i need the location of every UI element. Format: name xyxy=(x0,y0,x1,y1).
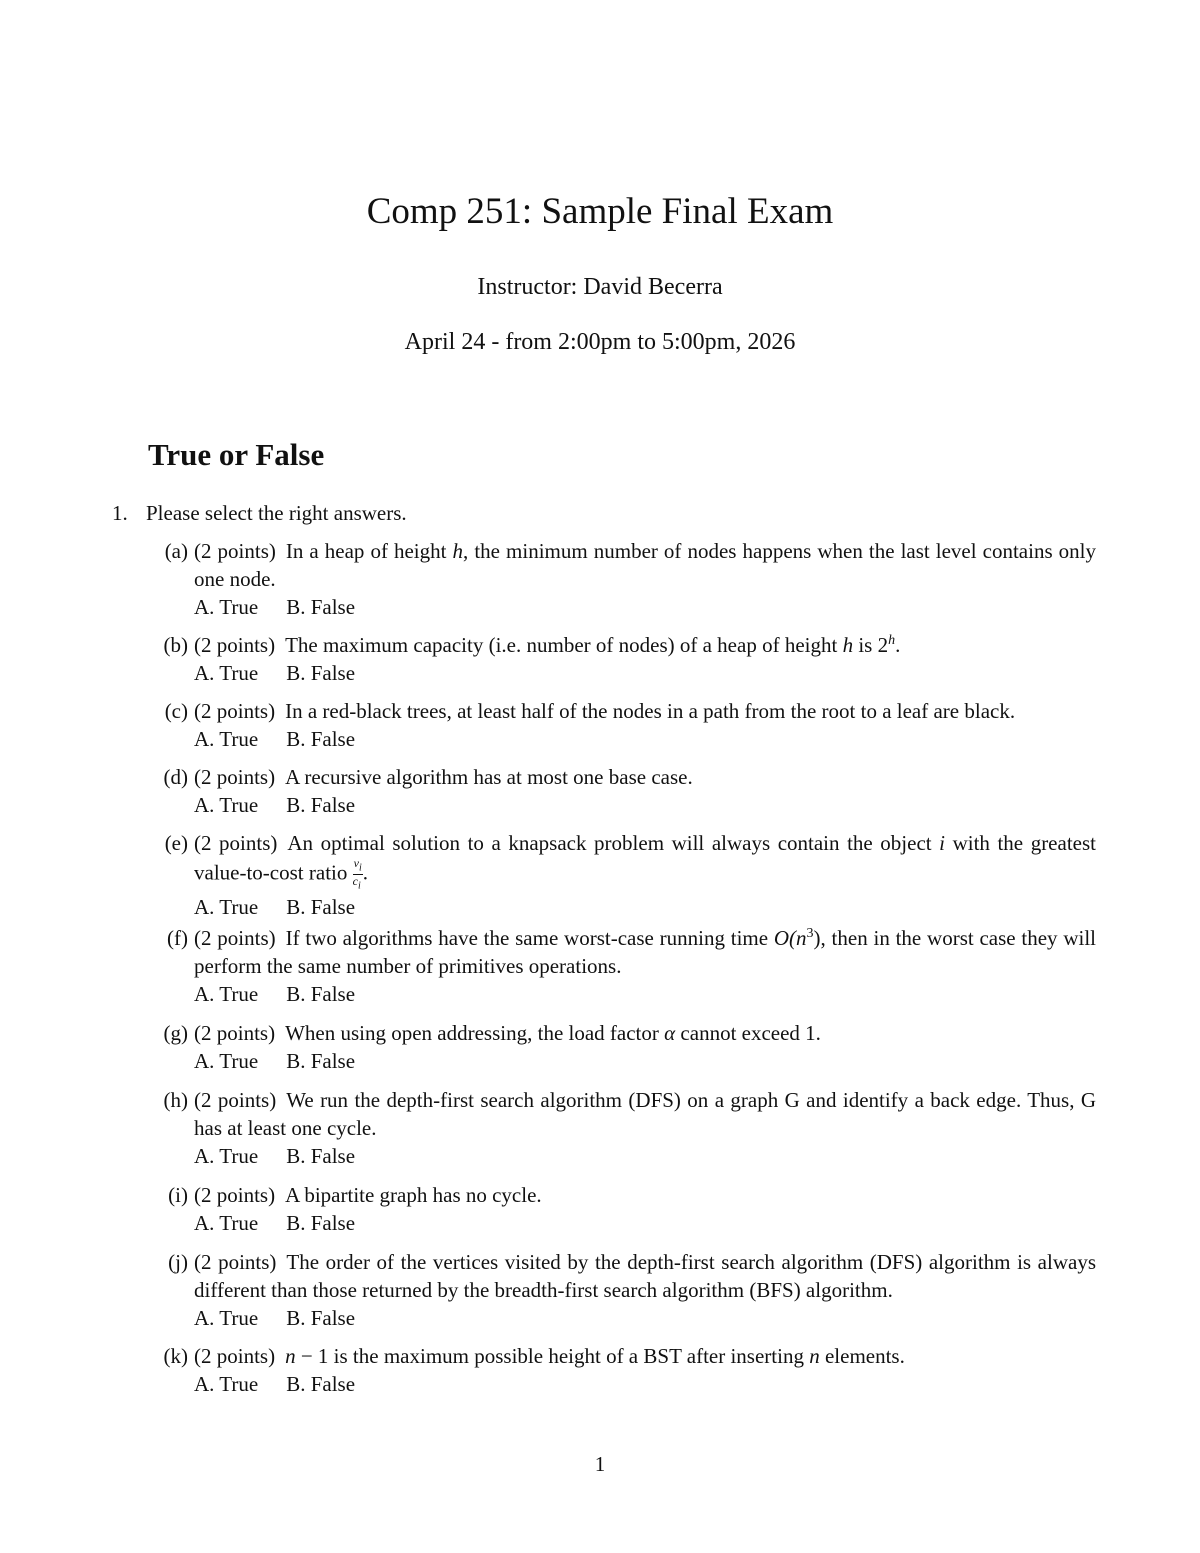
answer-options xyxy=(194,659,1096,687)
item-points: (2 points) xyxy=(194,539,276,563)
item-points: (2 points) xyxy=(194,699,276,723)
item-label: (g) xyxy=(163,1021,188,1045)
option-true[interactable]: A. True xyxy=(194,894,259,919)
item-text: (2 points) When using open addressing, the load factor α cannot exceed 1. xyxy=(194,1021,821,1045)
question-item-g xyxy=(148,1019,1096,1075)
question-item-f xyxy=(148,924,1096,1008)
answer-options xyxy=(194,893,1096,921)
item-points: (2 points) xyxy=(194,633,276,657)
option-false[interactable]: B. False xyxy=(286,727,356,751)
option-true[interactable]: A. True xyxy=(194,793,259,817)
answer-options xyxy=(194,980,1096,1008)
item-label: (k) xyxy=(163,1344,188,1368)
page-number: 1 xyxy=(594,1452,606,1476)
item-points: (2 points) xyxy=(194,831,278,855)
item-points: (2 points) xyxy=(194,926,276,950)
option-true[interactable]: A. True xyxy=(194,727,259,751)
answer-options xyxy=(194,791,1096,819)
item-points: (2 points) xyxy=(194,1088,277,1112)
answer-options xyxy=(194,1047,1096,1075)
item-text: (2 points) We run the depth-first search algorithm (DFS) on a graph G and identify a back edge. Thus, G has at least one cycle. xyxy=(194,1088,1097,1140)
question-item-a xyxy=(148,537,1096,621)
question-item-k xyxy=(148,1342,1096,1398)
item-points: (2 points) xyxy=(194,1183,276,1207)
item-points: (2 points) xyxy=(194,1250,277,1274)
item-label: (e) xyxy=(164,831,188,855)
exam-date: April 24 - from 2:00pm to 5:00pm, 2026 xyxy=(404,329,796,355)
option-false[interactable]: B. False xyxy=(286,894,356,919)
option-true[interactable]: A. True xyxy=(194,1306,259,1330)
option-true[interactable]: A. True xyxy=(194,661,259,685)
item-text: (2 points) The maximum capacity (i.e. number of nodes) of a heap of height h is 2$^h$. xyxy=(194,633,901,657)
question-item-d xyxy=(148,763,1096,819)
value-cost-ratio-fraction: $\frac{v_i}{c_i}$ xyxy=(352,856,362,892)
item-points: (2 points) xyxy=(194,765,276,789)
question-item-j xyxy=(148,1248,1096,1332)
question-item-c xyxy=(148,697,1096,753)
answer-options xyxy=(194,725,1096,753)
option-false[interactable]: B. False xyxy=(286,1306,356,1330)
section-heading: True or False xyxy=(148,437,325,472)
option-false[interactable]: B. False xyxy=(286,1372,356,1396)
answer-options xyxy=(194,1304,1096,1332)
option-false[interactable]: B. False xyxy=(286,982,356,1006)
item-text: (2 points) A bipartite graph has no cycle. xyxy=(194,1183,542,1207)
item-label: (f) xyxy=(167,926,188,950)
answer-options xyxy=(194,1370,1096,1398)
question-item-i xyxy=(148,1181,1096,1237)
question-number: 1. xyxy=(112,501,128,525)
option-true[interactable]: A. True xyxy=(194,1049,259,1073)
instructor-line: Instructor: David Becerra xyxy=(477,274,723,300)
item-text: (2 points) In a red-black trees, at least half of the nodes in a path from the root to a leaf are black. xyxy=(194,699,1016,723)
item-text: (2 points) An optimal solution to a knapsack problem will always contain the object i with the greatest value-to-cost ratio $\frac{v_i}{c_i}$ . xyxy=(194,831,1096,892)
item-text: (2 points) If two algorithms have the same worst-case running time $O(n^3)$, then in the worst case they will perform the same number of primitives operations. xyxy=(194,926,1096,978)
item-text: (2 points) In a heap of height h, the minimum number of nodes happens when the last level contains only one node. xyxy=(194,539,1096,591)
item-text: (2 points) n − 1 is the maximum possible height of a BST after inserting n elements. xyxy=(194,1344,905,1368)
item-label: (i) xyxy=(168,1183,188,1207)
item-label: (j) xyxy=(168,1250,188,1274)
option-false[interactable]: B. False xyxy=(286,661,356,685)
question-1-intro xyxy=(112,499,407,527)
option-false[interactable]: B. False xyxy=(286,1211,356,1235)
option-true[interactable]: A. True xyxy=(194,1211,259,1235)
item-label: (c) xyxy=(164,699,188,723)
item-label: (b) xyxy=(163,633,188,657)
question-item-h xyxy=(148,1086,1096,1170)
item-points: (2 points) xyxy=(194,1344,276,1368)
question-item-b xyxy=(148,631,1096,687)
item-label: (a) xyxy=(164,539,188,563)
option-false[interactable]: B. False xyxy=(286,1049,356,1073)
option-true[interactable]: A. True xyxy=(194,1144,259,1168)
exam-title: Comp 251: Sample Final Exam xyxy=(366,191,834,232)
item-points: (2 points) xyxy=(194,1021,276,1045)
answer-options xyxy=(194,593,1096,621)
item-label: (h) xyxy=(163,1088,188,1112)
answer-options xyxy=(194,1142,1096,1170)
item-label: (d) xyxy=(163,765,188,789)
question-instruction: Please select the right answers. xyxy=(146,501,407,525)
option-false[interactable]: B. False xyxy=(286,595,356,619)
option-false[interactable]: B. False xyxy=(286,793,356,817)
item-text: (2 points) A recursive algorithm has at most one base case. xyxy=(194,765,693,789)
option-true[interactable]: A. True xyxy=(194,982,259,1006)
answer-options xyxy=(194,1209,1096,1237)
option-false[interactable]: B. False xyxy=(286,1144,356,1168)
item-text: (2 points) The order of the vertices visited by the depth-first search algorithm (DFS) algorithm is always different than those returned by the breadth-first search algorithm (BFS) algorithm. xyxy=(194,1250,1096,1302)
option-true[interactable]: A. True xyxy=(194,595,259,619)
question-item-e xyxy=(148,829,1096,921)
option-true[interactable]: A. True xyxy=(194,1372,259,1396)
